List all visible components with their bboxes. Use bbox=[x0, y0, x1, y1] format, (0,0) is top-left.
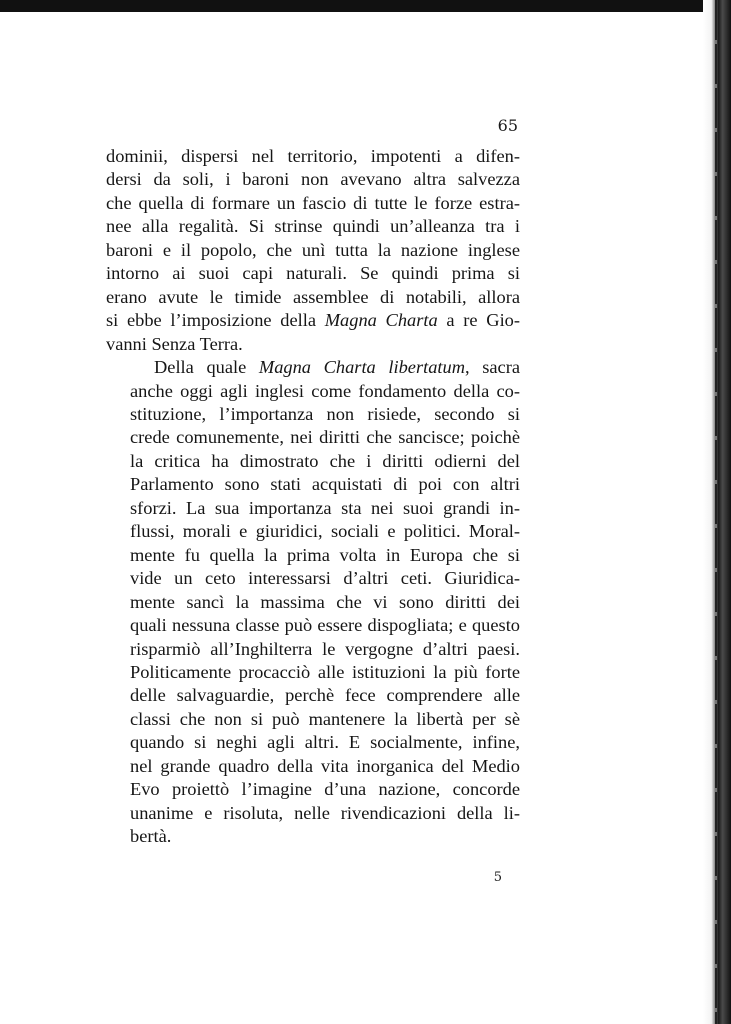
text-line: mente sancì la massima che vi sono diritti dei bbox=[130, 591, 520, 612]
page-number: 65 bbox=[497, 116, 518, 135]
text-line: risparmiò all’Inghilterra le vergogne d’altri paesi. bbox=[130, 638, 520, 659]
text-line: quando si neghi agli altri. E socialmente, infine, bbox=[130, 732, 520, 753]
text-line: unanime e risoluta, nelle rivendicazioni della li- bbox=[130, 802, 520, 823]
text-line: nel grande quadro della vita inorganica del Medio bbox=[130, 755, 520, 776]
text-line: flussi, morali e giuridici, sociali e politici. Moral- bbox=[130, 521, 520, 542]
text-line: vanni Senza Terra. bbox=[106, 333, 243, 354]
text-line: mente fu quella la prima volta in Europa che si bbox=[130, 544, 520, 565]
text-line: baroni e il popolo, che unì tutta la nazione inglese bbox=[106, 239, 520, 260]
text-line: dersi da soli, i baroni non avevano altra salvezza bbox=[106, 169, 520, 190]
text-line: intorno ai suoi capi naturali. Se quindi prima si bbox=[106, 263, 520, 284]
text-line: Della quale Magna Charta libertatum, sacra bbox=[154, 357, 520, 378]
text-line: Parlamento sono stati acquistati di poi con altri bbox=[130, 474, 520, 495]
text-line: sforzi. La sua importanza sta nei suoi grandi in- bbox=[130, 497, 520, 518]
text-line: delle salvaguardie, perchè fece comprendere alle bbox=[130, 685, 520, 706]
text-line: stituzione, l’importanza non risiede, secondo si bbox=[130, 403, 520, 424]
text-line: erano avute le timide assemblee di notabili, allora bbox=[106, 286, 520, 307]
text-line: crede comunemente, nei diritti che sancisce; poichè bbox=[130, 427, 520, 448]
text-line: che quella di formare un fascio di tutte le forze estra- bbox=[106, 192, 520, 213]
paragraph-2 bbox=[106, 356, 520, 849]
signature-mark: 5 bbox=[493, 870, 502, 885]
text-line: Evo proiettò l’imagine d’una nazione, concorde bbox=[130, 779, 520, 800]
text-line: la critica ha dimostrato che i diritti odierni del bbox=[130, 450, 520, 471]
text-line: dominii, dispersi nel territorio, impotenti a difen- bbox=[106, 146, 520, 166]
italic-title: Magna Charta bbox=[324, 310, 438, 331]
text-line: nee alla regalità. Si strinse quindi un’alleanza tra i bbox=[106, 216, 520, 237]
text-line: classi che non si può mantenere la libertà per sè bbox=[130, 708, 520, 729]
text-line: anche oggi agli inglesi come fondamento della co- bbox=[130, 380, 520, 401]
body-text bbox=[106, 145, 520, 849]
italic-title: Magna Charta libertatum bbox=[258, 357, 465, 378]
text-line: si ebbe l’imposizione della Magna Charta a re Gio- bbox=[106, 310, 521, 331]
scan-top-border bbox=[0, 0, 731, 12]
text-line: quali nessuna classe può essere dispogliata; e questo bbox=[130, 615, 520, 636]
text-line: bertà. bbox=[130, 826, 172, 847]
scan-binding-edge bbox=[715, 0, 717, 1024]
scan-right-edge bbox=[703, 0, 731, 1024]
text-line: Politicamente procacciò alle istituzioni la più forte bbox=[130, 661, 520, 682]
text-line: vide un ceto interessarsi d’altri ceti. Giuridica- bbox=[130, 568, 520, 589]
paragraph-1 bbox=[106, 145, 520, 356]
